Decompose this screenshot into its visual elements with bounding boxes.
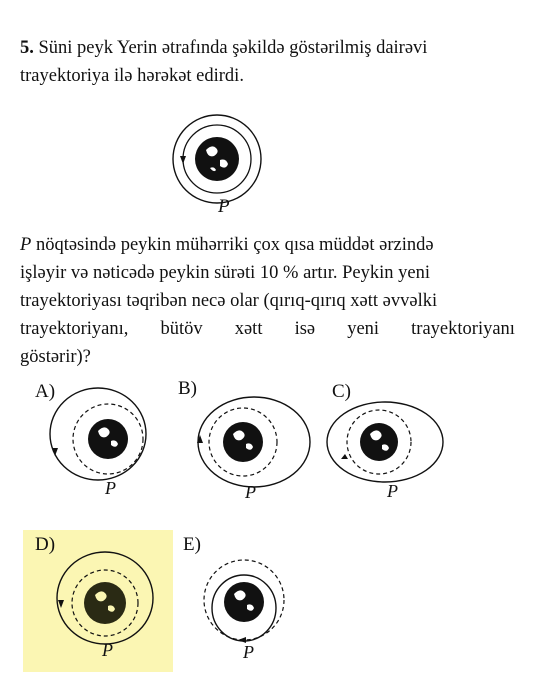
question-body (20, 231, 515, 371)
body-line-4: trayektoriyanı, bütöv xətt isə yeni trayektoriyanı (20, 319, 515, 339)
option-c-label[interactable]: C) (332, 381, 351, 402)
main-point-label: P (218, 196, 230, 217)
orbit-arrow-icon (180, 156, 186, 164)
option-a-label[interactable]: A) (35, 381, 56, 402)
earth-icon (195, 137, 239, 181)
option-b-label[interactable]: B) (178, 378, 197, 399)
question-number: 5. (20, 38, 34, 58)
option-d-label[interactable]: D) (35, 534, 56, 555)
option-e-figure[interactable] (198, 560, 294, 652)
option-d-figure[interactable] (53, 548, 165, 654)
option-b-figure[interactable] (188, 395, 318, 495)
option-a-point-label: P (105, 478, 116, 498)
earth-icon (88, 419, 128, 459)
earth-icon (223, 422, 263, 462)
question-intro (20, 34, 427, 90)
option-e-point-label: P (243, 642, 254, 662)
option-c-figure[interactable] (325, 400, 450, 490)
earth-icon (84, 582, 126, 624)
body-var-p: P (20, 235, 32, 255)
body-line-1: nöqtəsində peykin mühərriki çox qısa müddət ərzində (31, 235, 434, 255)
intro-line-1: Süni peyk Yerin ətrafında şəkildə göstərilmiş dairəvi (38, 38, 428, 58)
option-c-point-label: P (387, 481, 398, 501)
earth-icon (224, 582, 264, 622)
option-d-point-label: P (102, 640, 113, 660)
option-b-point-label: P (245, 482, 256, 502)
body-line-5: göstərir)? (20, 347, 91, 367)
orbit-arrow-icon (58, 600, 64, 608)
orbit-arrow-icon (341, 454, 348, 459)
intro-line-2: trayektoriya ilə hərəkət edirdi. (20, 66, 244, 86)
option-e-label[interactable]: E) (183, 534, 201, 555)
body-line-2: işləyir və nəticədə peykin sürəti 10 % artır. Peykin yeni (20, 263, 430, 283)
earth-icon (360, 423, 398, 461)
body-line-3: trayektoriyası təqribən necə olar (qırıq-qırıq xətt əvvəlki (20, 291, 438, 311)
